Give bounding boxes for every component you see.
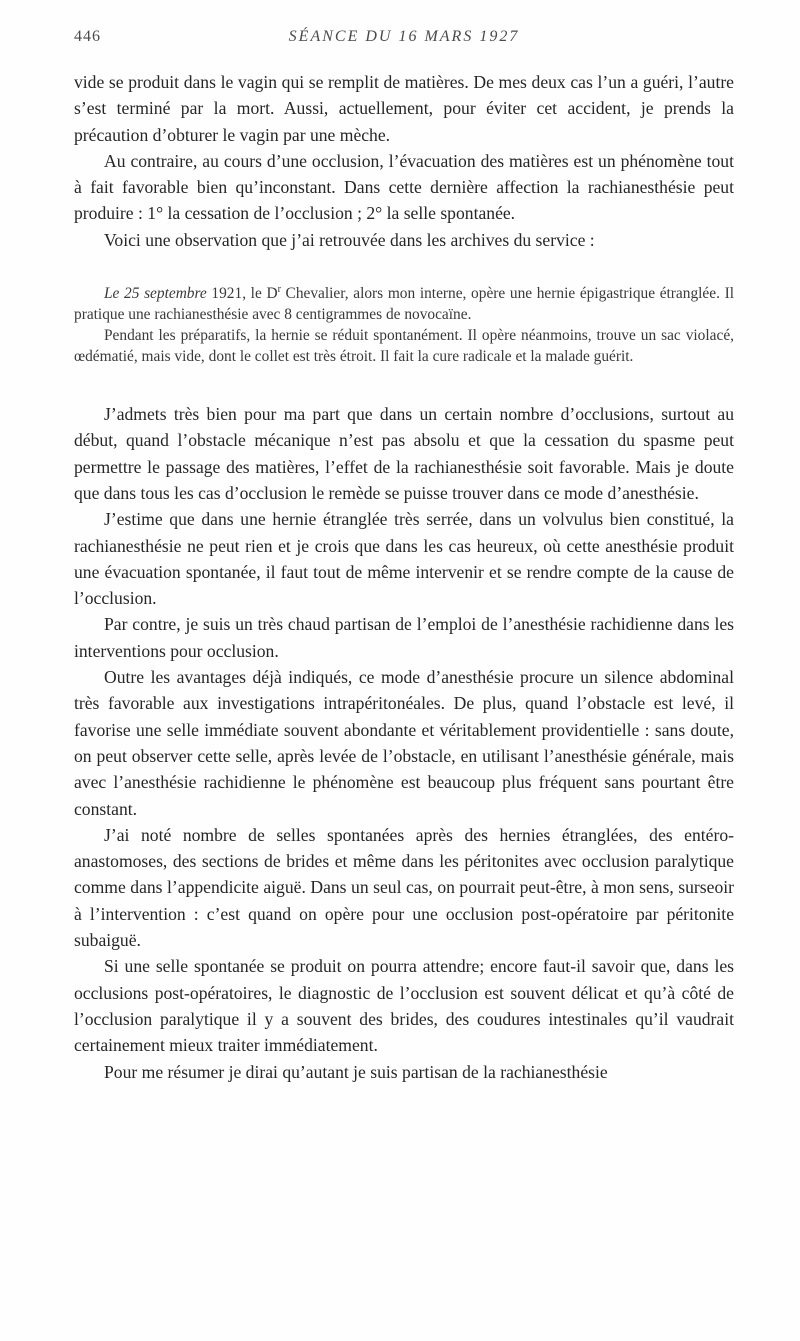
page-number: 446 [74,28,101,45]
page-header [74,28,734,52]
paragraph: Voici une observation que j’ai retrouvée dans les archives du service : [104,229,595,250]
paragraph: Pour me résumer je dirai qu’autant je suis partisan de la rachianesthésie [104,1061,608,1082]
paragraph: Au contraire, au cours d’une occlusion, l’évacuation des matières est un phénomène tout à fait favorable bien qu’inconstant. Dans cette dernière affection la rachianesthésie peut produire : 1° la cessation de l’occlusion ; 2° la selle spontanée. [74,150,734,224]
page-content [74,69,734,1085]
observation-date: Le 25 septembre [104,285,207,303]
observation-text: 1921, le D [206,285,278,303]
observation-text: Chevalier, alors mon interne, opère une hernie épigastrique étranglée. Il pratique une rachianesthésie avec 8 centigrammes de novocaïne. [74,285,734,324]
running-title: SÉANCE DU 16 MARS 1927 [288,28,520,45]
intro-section [74,69,734,253]
paragraph: J’estime que dans une hernie étranglée très serrée, dans un volvulus bien constitué, la rachianesthésie ne peut rien et je crois que dans les cas heureux, où cette anesthésie produit une évacuation spontanée, il faut tout de même intervenir et se rendre compte de la cause de l’occlusion. [74,509,734,609]
title-superscript: r [277,283,281,295]
paragraph: Outre les avantages déjà indiqués, ce mode d’anesthésie procure un silence abdominal très favorable aux investigations intrapéritonéales. De plus, quand l’obstacle est levé, il favorise une selle immédiate souvent abondante et véritablement providentielle : sans doute, on peut observer cette selle, après levée de l’obstacle, en utilisant l’anesthésie générale, mais avec l’anesthésie rachidienne le phénomène est beaucoup plus fréquent sans pourtant être constant. [74,667,734,819]
discussion-section [74,401,734,1085]
paragraph: vide se produit dans le vagin qui se remplit de matières. De mes deux cas l’un a guéri, l’autre s’est terminé par la mort. Aussi, actuellement, pour éviter cet accident, je prends la précaution d’obturer le vagin par une mèche. [74,72,734,145]
observation-paragraph: Pendant les préparatifs, la hernie se réduit spontanément. Il opère néanmoins, trouve un sac violacé, œdématié, mais vide, dont le collet est très étroit. Il fait la cure radicale et la malade guérit. [74,327,734,366]
paragraph: J’admets très bien pour ma part que dans un certain nombre d’occlusions, surtout au début, quand l’obstacle mécanique n’est pas absolu et que la cessation du spasme peut permettre le passage des matières, l’effet de la rachianesthésie soit favorable. Mais je doute que dans tous les cas d’occlusion le remède se puisse trouver dans ce mode d’anesthésie. [74,404,734,503]
paragraph: Par contre, je suis un très chaud partisan de l’emploi de l’anesthésie rachidienne dans les interventions pour occlusion. [74,614,734,661]
clinical-observation [74,283,734,367]
paragraph: J’ai noté nombre de selles spontanées après des hernies étranglées, des entéro-anastomoses, des sections de brides et même dans les péritonites avec occlusion paralytique comme dans l’appendicite aiguë. Dans un seul cas, on pourrait peut-être, à mon sens, surseoir à l’intervention : c’est quand on opère pour une occlusion post-opératoire par péritonite subaiguë. [74,824,734,951]
paragraph: Si une selle spontanée se produit on pourra attendre; encore faut-il savoir que, dans les occlusions post-opératoires, le diagnostic de l’occlusion est souvent délicat et qu’à côté de l’occlusion paralytique il y a souvent des brides, des coudures intestinales qu’il vaudrait certainement mieux traiter immédiatement. [74,956,734,1056]
observation-paragraph [74,283,734,325]
